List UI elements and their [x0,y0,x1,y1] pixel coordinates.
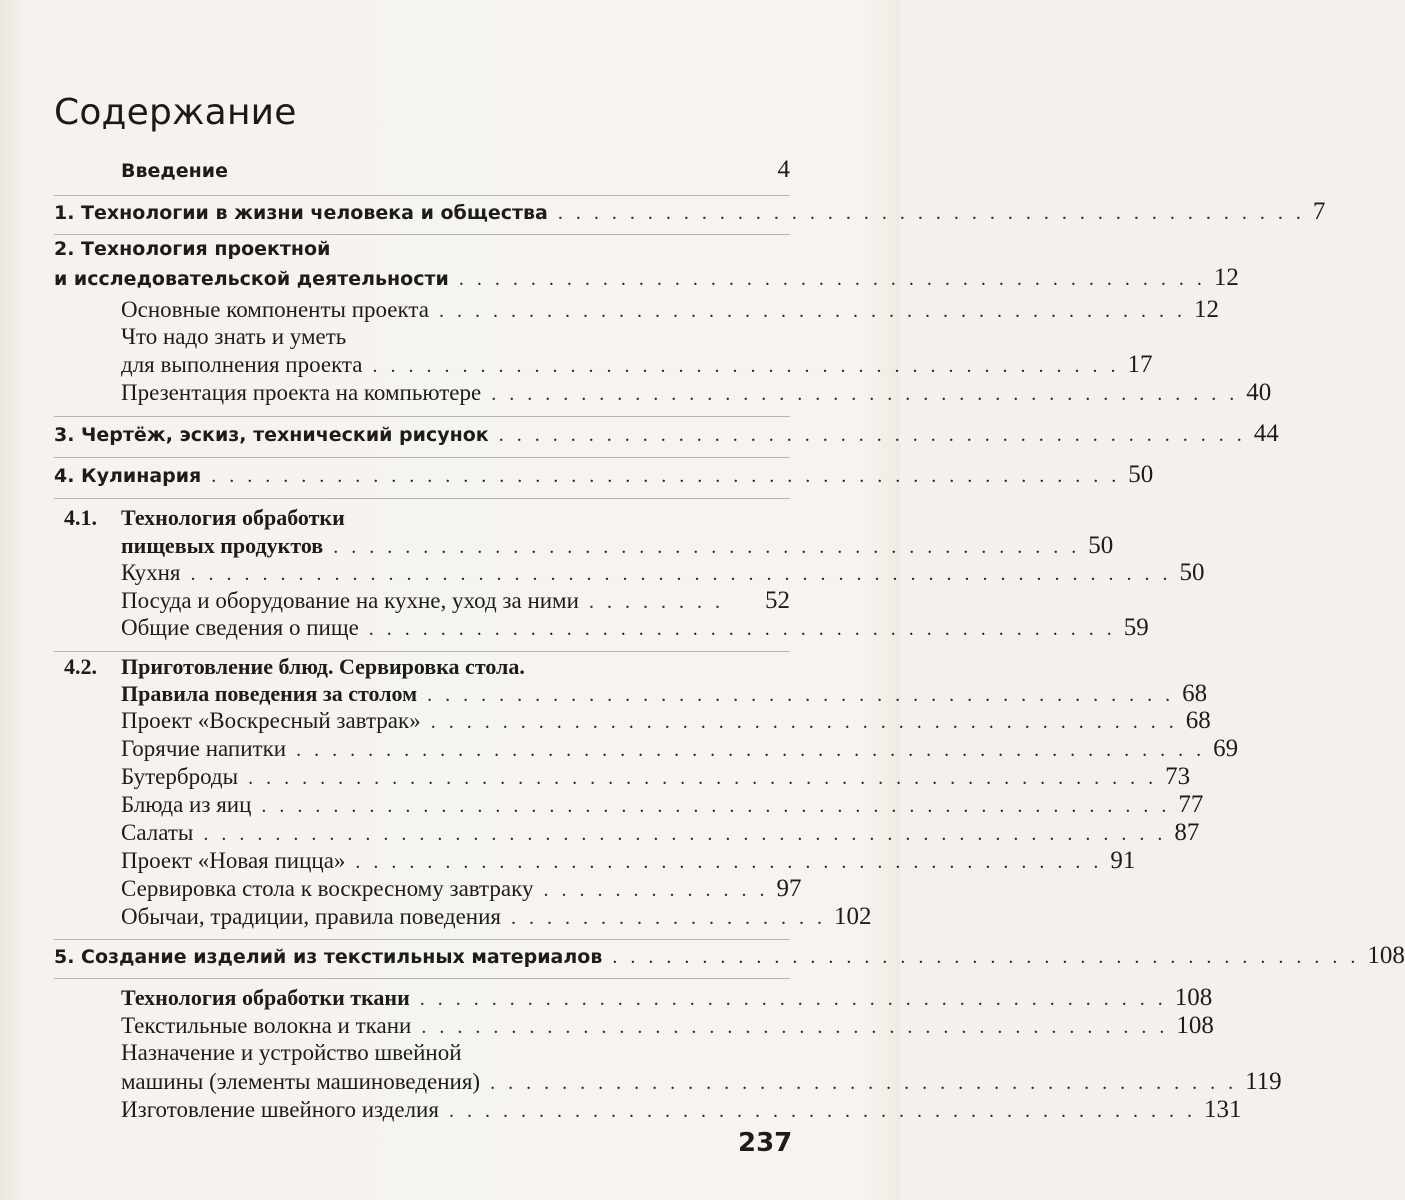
toc-entry-number [64,654,124,684]
leader-dots: . . . . . . . . . . . . . . . . . . . . . . . . . . . . . . . . . . . . . . . . . . . . . . . . . . . . . . [203,823,1167,845]
toc-entry-title: пищевых продуктов [121,533,324,558]
toc-entry-page: 44 [1253,420,1279,447]
toc-entry-page: 69 [1213,735,1239,762]
toc-entry-title: Что надо знать и уметь [121,324,347,349]
leader-dots: . . . . . . . . . . . . . . . . . . . . . . . . . . . . . . . . . . . . . . . . . . . . . . . . . . . [248,767,1158,789]
toc-entry-title: 4. Кулинария [54,465,202,487]
toc-entry-title: Назначение и устройство швейной [121,1040,462,1065]
toc-entry-title: Блюда из яиц [121,792,252,817]
toc-entry [121,614,1149,644]
toc-entry-page: 97 [776,875,802,902]
leader-dots: . . . . . . . . . . . . . . . . . . . . . . . . . . . . . . . . . . . . . . . . . . [355,851,1103,873]
leader-dots: . . . . . . . . . . . . . [543,879,769,901]
toc-entry-title: Бутерброды [121,764,239,789]
toc-entry [121,984,1213,1014]
toc-entry-page: 50 [1088,532,1114,559]
toc-entry-title: 2. Технология проектной [54,238,331,260]
toc-entry-title: Технология обработки ткани [121,985,410,1010]
toc-entry [121,532,1114,562]
toc-entry-title: Обычаи, традиции, правила поведения [121,904,501,929]
toc-entry-page: 17 [1127,351,1153,378]
leader-dots: . . . . . . . . . . . . . . . . . . . . . . . . . . . . . . . . . . . . . . . . . . [612,946,1360,968]
leader-dots: . . . . . . . . . . . . . . . . . . . . . . . . . . . . . . . . . . . . . . . . . . [490,1072,1238,1094]
toc-entry-page: 12 [1193,296,1219,323]
toc-entry [54,420,1279,450]
toc-entry [121,156,790,186]
toc-entry [121,875,802,905]
toc-entry-page: 50 [1128,461,1154,488]
leader-dots: . . . . . . . . . . . . . . . . . . . . . . . . . . . . . . . . . . . . . . . . . . [458,268,1206,290]
toc-entry [121,735,1239,765]
leader-dots: . . . . . . . . . . . . . . . . . . . . . . . . . . . . . . . . . . . . . . . . . . [491,383,1239,405]
leader-dots: . . . . . . . . . . . . . . . . . . . . . . . . . . . . . . . . . . . . . . . . . . [333,536,1081,558]
toc-entry-title: Презентация проекта на компьютере [121,380,482,405]
toc-entry-page: 77 [1178,791,1204,818]
toc-entry-page: 108 [1367,942,1405,969]
page-number: 237 [738,1128,793,1158]
toc-entry-page: 108 [1176,1012,1214,1039]
toc-entry-title: Кухня [121,560,181,585]
leader-dots: . . . . . . . . [588,591,724,613]
leader-dots: . . . . . . . . . . . . . . . . . . . . . . . . . . . . . . . . . . . . . . . . . . [438,300,1186,322]
toc-entry-page: 7 [1312,198,1326,225]
toc-entry [121,379,1272,409]
leader-dots: . . . . . . . . . . . . . . . . . . . . . . . . . . . . . . . . . . . . . . . . . . [557,202,1305,224]
toc-entry [121,1012,1214,1042]
leader-dots: . . . . . . . . . . . . . . . . . . . . . . . . . . . . . . . . . . . . . . . . . . . . . . . . . . . [261,795,1171,817]
toc-entry-title: 1. Технологии в жизни человека и общества [54,202,548,224]
toc-entry [121,351,1153,381]
toc-entry-title: Салаты [121,820,194,845]
toc-entry [121,763,1191,793]
page-title: Содержание [54,92,297,134]
toc-entry-page: 59 [1123,614,1149,641]
toc-entry-title: Введение [121,160,228,182]
toc-entry [54,942,1405,972]
toc-entry [121,559,1205,589]
toc-entry-page: 119 [1245,1068,1282,1095]
toc-entry-title: Общие сведения о пище [121,615,359,640]
leader-dots: . . . . . . . . . . . . . . . . . . . . . . . . . . . . . . . . . . . . . . . . . . [498,424,1246,446]
leader-dots: . . . . . . . . . . . . . . . . . . . . . . . . . . . . . . . . . . . . . . . . . . [368,618,1116,640]
toc-entry-page: 102 [834,903,872,930]
toc-entry-title: 5. Создание изделий из текстильных материалов [54,946,603,968]
toc-entry-title: машины (элементы машиноведения) [121,1069,481,1094]
toc-entry [121,324,790,354]
leader-dots: . . . . . . . . . . . . . . . . . . . . . . . . . . . . . . . . . . . . . . . . . . [419,988,1167,1010]
toc-entry [121,505,790,535]
toc-entry-page: 12 [1213,264,1239,291]
toc-entry-page: 68 [1182,680,1208,707]
toc-entry-title: Правила поведения за столом [121,681,418,706]
toc-entry-page: 40 [1246,379,1272,406]
toc-entry [121,819,1200,849]
toc-entry-title: 3. Чертёж, эскиз, технический рисунок [54,424,489,446]
toc-entry [121,1068,1282,1098]
toc-entry-page: 91 [1110,847,1136,874]
toc-entry [54,461,1154,491]
toc-entry-page: 87 [1174,819,1200,846]
toc-entry-page: 131 [1203,1096,1242,1123]
leader-dots: . . . . . . . . . . . . . . . . . . . . . . . . . . . . . . . . . . . . . . . . . . . . . . . . . . . [211,465,1121,487]
leader-dots: . . . . . . . . . . . . . . . . . . . . . . . . . . . . . . . . . . . . . . . . . . [448,1100,1196,1122]
toc-entry [54,264,1239,294]
toc-entry [121,847,1136,877]
toc-entry-number-label: 4.1. [64,505,97,530]
toc-entry [121,791,1204,821]
toc-entry-number-label: 4.2. [64,654,97,679]
toc-entry-title: для выполнения проекта [121,352,363,377]
toc-entry-title: Посуда и оборудование на кухне, уход за ними [121,588,579,613]
toc-entry-title: Основные компоненты проекта [121,297,429,322]
toc-entry-title: Проект «Воскресный завтрак» [121,708,421,733]
leader-dots: . . . . . . . . . . . . . . . . . . . . . . . . . . . . . . . . . . . . . . . . . . [372,355,1120,377]
toc-entry-title: и исследовательской деятельности [54,268,449,290]
toc-entry-title: Изготовление швейного изделия [121,1097,439,1122]
leader-dots: . . . . . . . . . . . . . . . . . . . . . . . . . . . . . . . . . . . . . . . . . . [421,1016,1169,1038]
toc-entry-page: 52 [765,587,790,614]
toc-entry [121,680,1208,710]
toc-entry-title: Сервировка стола к воскресному завтраку [121,876,534,901]
toc-entry-page: 4 [777,156,790,183]
toc-entry-title: Текстильные волокна и ткани [121,1013,412,1038]
toc-entry [121,1096,1242,1126]
toc-entry-title: Технология обработки [121,505,345,530]
leader-dots: . . . . . . . . . . . . . . . . . . . . . . . . . . . . . . . . . . . . . . . . . . [430,711,1178,733]
toc-entry-page: 68 [1185,707,1211,734]
toc-entry-title: Горячие напитки [121,736,287,761]
leader-dots: . . . . . . . . . . . . . . . . . . . . . . . . . . . . . . . . . . . . . . . . . . . . . . . . . . . [296,739,1206,761]
toc-entry-title: Проект «Новая пицца» [121,848,346,873]
toc-entry [121,1040,790,1070]
toc-entry-number [64,505,124,535]
toc-entry [121,587,790,617]
toc-entry [121,903,872,933]
leader-dots: . . . . . . . . . . . . . . . . . . . . . . . . . . . . . . . . . . . . . . . . . . . . . . . . . . . . . . . [190,563,1172,585]
toc-entry [121,707,1211,737]
toc-entry-page: 73 [1165,763,1191,790]
leader-dots: . . . . . . . . . . . . . . . . . . . . . . . . . . . . . . . . . . . . . . . . . . [427,684,1175,706]
toc-entry-page: 108 [1174,984,1213,1011]
toc-entry [121,296,1219,326]
toc-entry-page: 50 [1179,559,1205,586]
toc-entry-title: Приготовление блюд. Сервировка стола. [121,654,525,679]
leader-dots: . . . . . . . . . . . . . . . . . . [511,907,826,929]
toc-entry [54,198,1326,228]
